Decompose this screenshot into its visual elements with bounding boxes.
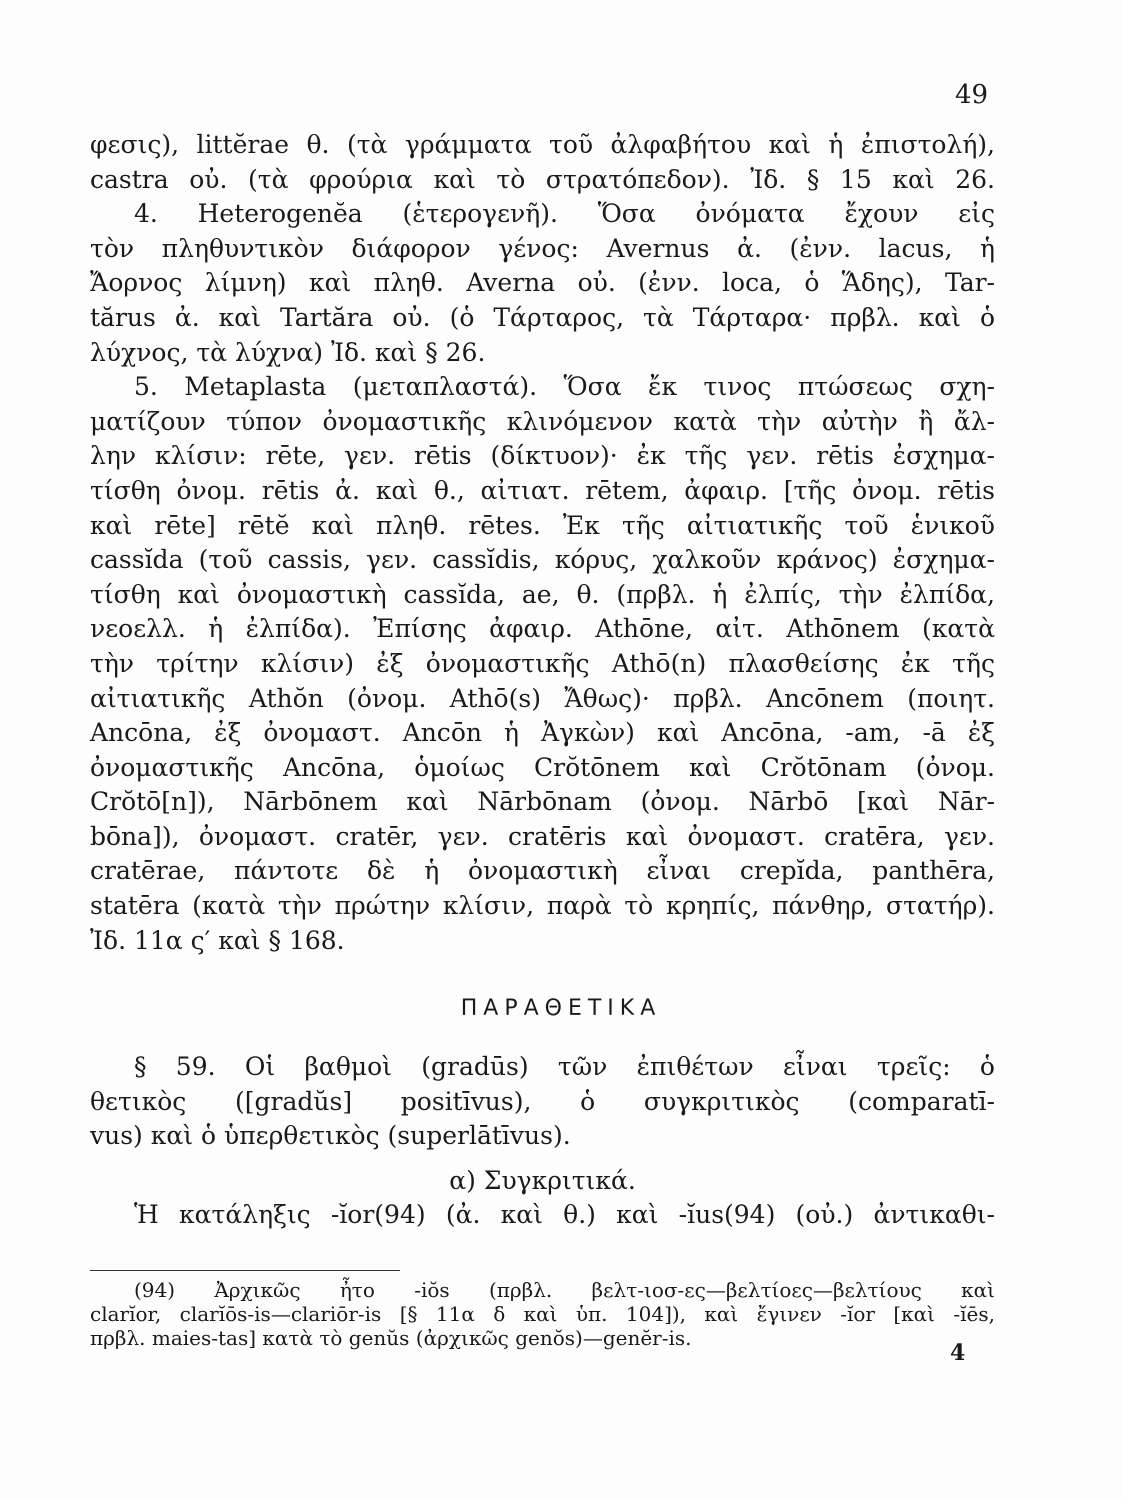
text-line: cratērae, πάντοτε δὲ ἡ ὀνομαστικὴ εἶναι crepĭda, panthēra, xyxy=(90,856,995,886)
text-line: Ἡ κατάληξις -ĭor(94) (ἀ. καὶ θ.) καὶ -ĭus(94) (οὐ.) ἀντικαθι- xyxy=(134,1200,995,1230)
text-line: ματίζουν τύπον ὀνομαστικῆς κλινόμενον κατὰ τὴν αὐτὴν ἢ ἄλ- xyxy=(90,406,995,436)
text-line: cassĭda (τοῦ cassis, γεν. cassĭdis, κόρυς, χαλκοῦν κράνος) ἐσχημα- xyxy=(90,545,995,575)
text-line: Ancōna, ἐξ ὀνομαστ. Ancōn ἡ Ἀγκὼν) καὶ Ancōna, -am, -ā ἐξ xyxy=(90,718,995,748)
text-line: 4. Heterogenĕa (ἑτερογενῆ). Ὅσα ὀνόματα ἔχουν εἰς xyxy=(134,199,995,229)
text-line: tărus ἀ. καὶ Tartăra οὐ. (ὁ Τάρταρος, τὰ Τάρταρα· πρβλ. καὶ ὁ xyxy=(90,302,995,332)
text-line: Ἰδ. 11α ς′ καὶ § 168. xyxy=(90,925,345,955)
footnote xyxy=(90,1278,995,1350)
section-heading: ΠΑΡΑΘΕΤΙΚΑ xyxy=(460,996,662,1021)
subsection-heading: α) Συγκριτικά. xyxy=(449,1165,636,1195)
text-line: § 59. Οἱ βαθμοὶ (gradūs) τῶν ἐπιθέτων εἶναι τρεῖς: ὁ xyxy=(134,1052,995,1081)
text-line: θετικὸς ([gradŭs] positīvus), ὁ συγκριτικὸς (comparatī- xyxy=(90,1086,995,1116)
page-number: 49 xyxy=(955,80,989,110)
text-line: τίσθη καὶ ὀνομαστικὴ cassĭda, ae, θ. (πρβλ. ἡ ἐλπίς, τὴν ἐλπίδα, xyxy=(90,579,995,609)
footnote-line: (94) Ἀρχικῶς ἦτο -iŏs (πρβλ. βελτ-ιοσ-ες—βελτίοες—βελτίους καὶ xyxy=(134,1278,995,1302)
text-line: νεοελλ. ἡ ἐλπίδα). Ἐπίσης ἀφαιρ. Athōne, αἰτ. Athōnem (κατὰ xyxy=(90,614,995,644)
body-text xyxy=(90,128,995,958)
text-line: castra οὐ. (τὰ φρούρια καὶ τὸ στρατόπεδον). Ἰδ. § 15 καὶ 26. xyxy=(90,164,995,194)
text-line: τὸν πληθυντικὸν διάφορον γένος: Avernus ἀ. (ἐνν. lacus, ἡ xyxy=(90,233,995,263)
text-line: Ἄορνος λίμνη) καὶ πληθ. Averna οὐ. (ἐνν. loca, ὁ Ἅδης), Tar- xyxy=(90,268,995,298)
signature-mark: 4 xyxy=(950,1340,966,1366)
section-text xyxy=(90,1050,995,1233)
text-line: vus) καὶ ὁ ὑπερθετικὸς (superlātīvus). xyxy=(90,1121,571,1151)
text-line: statēra (κατὰ τὴν πρώτην κλίσιν, παρὰ τὸ κρηπίς, πάνθηρ, στατήρ). xyxy=(90,891,995,921)
footnote-divider xyxy=(90,1270,400,1271)
text-line: αἰτιατικῆς Athŏn (ὀνομ. Athō(s) Ἄθως)· πρβλ. Ancōnem (ποιητ. xyxy=(90,683,995,713)
text-line: ὀνομαστικῆς Ancōna, ὁμοίως Crŏtōnem καὶ Crŏtōnam (ὀνομ. xyxy=(90,752,995,782)
text-line: Crŏtō[n]), Nārbōnem καὶ Nārbōnam (ὀνομ. Nārbō [καὶ Nār- xyxy=(90,787,995,817)
text-line: 5. Metaplasta (μεταπλαστά). Ὅσα ἔκ τινος πτώσεως σχη- xyxy=(134,372,995,402)
text-line: καὶ rēte] rētĕ καὶ πληθ. rētes. Ἐκ τῆς αἰτιατικῆς τοῦ ἑνικοῦ xyxy=(90,510,995,540)
text-line: τίσθη ὀνομ. rētis ἀ. καὶ θ., αἰτιατ. rētem, ἀφαιρ. [τῆς ὀνομ. rētis xyxy=(90,475,995,505)
text-line: λην κλίσιν: rēte, γεν. rētis (δίκτυον)· ἐκ τῆς γεν. rētis ἐσχημα- xyxy=(90,441,995,471)
text-line: φεσις), littĕrae θ. (τὰ γράμματα τοῦ ἀλφαβήτου καὶ ἡ ἐπιστολή), xyxy=(90,130,995,159)
footnote-line: clarĭor, clarĭōs-is—clariōr-is [§ 11α δ καὶ ὑπ. 104]), καὶ ἔγινεν -ĭor [καὶ -ĭēs, xyxy=(90,1302,995,1326)
text-line: λύχνος, τὰ λύχνα) Ἰδ. καὶ § 26. xyxy=(90,337,486,367)
text-line: bōna]), ὀνομαστ. cratēr, γεν. cratēris καὶ ὀνομαστ. cratēra, γεν. xyxy=(90,821,995,851)
text-line: τὴν τρίτην κλίσιν) ἐξ ὀνομαστικῆς Athō(n) πλασθείσης ἐκ τῆς xyxy=(90,648,995,678)
footnote-line: πρβλ. maies-tas] κατὰ τὸ genŭs (ἀρχικῶς genŏs)—genĕr-is. xyxy=(90,1326,692,1350)
